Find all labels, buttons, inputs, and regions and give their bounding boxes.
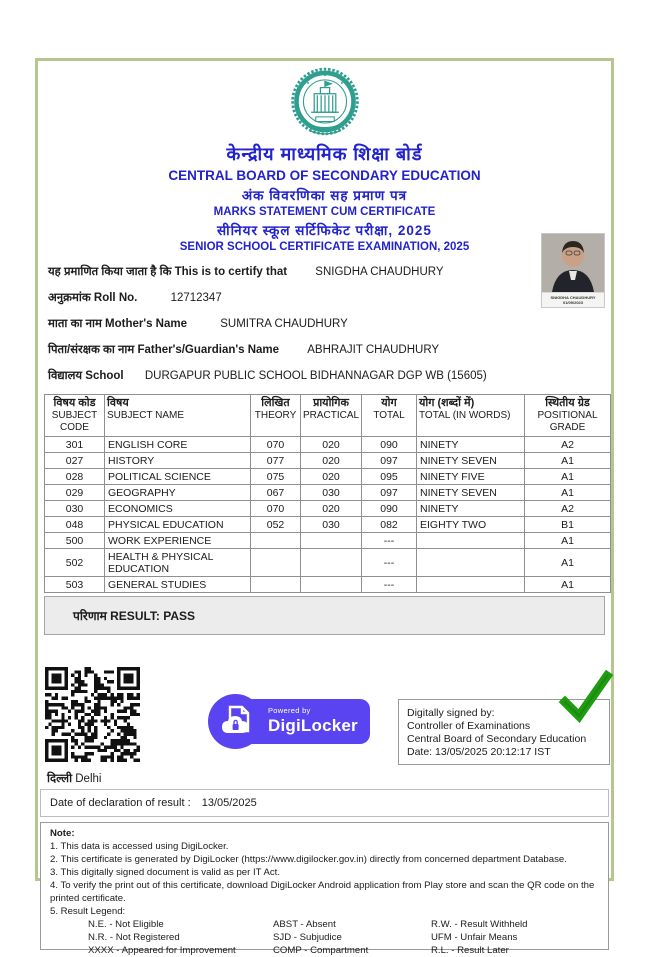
marks-cell: 020 (301, 501, 362, 517)
declaration-label: Date of declaration of result : (50, 797, 191, 809)
marks-cell (251, 533, 301, 549)
father-label-english: Father's/Guardian's Name (137, 344, 280, 356)
note-title: Note: (50, 828, 75, 839)
mother-label-hindi: माता का नाम (48, 318, 102, 330)
marks-table-row (45, 577, 611, 593)
legend-row (88, 931, 600, 944)
note-item: 1. This data is accessed using DigiLocker. (50, 841, 229, 852)
marks-table-row (45, 453, 611, 469)
result-label-english: RESULT: PASS (110, 609, 196, 623)
place-hindi: दिल्ली (47, 773, 73, 785)
certificate-footer (38, 635, 611, 956)
marks-cell: NINETY (417, 501, 525, 517)
marks-cell: 082 (362, 517, 417, 533)
digilocker-name: DigiLocker (268, 716, 358, 735)
marks-cell: 020 (301, 453, 362, 469)
marks-cell: 097 (362, 485, 417, 501)
marks-cell: 502 (45, 549, 105, 577)
marks-cell: GENERAL STUDIES (105, 577, 251, 593)
marks-cell: ENGLISH CORE (105, 437, 251, 453)
marks-cell: ECONOMICS (105, 501, 251, 517)
student-photo (541, 233, 605, 308)
marks-cell: 077 (251, 453, 301, 469)
marks-cell: 027 (45, 453, 105, 469)
marks-cell: A1 (525, 485, 611, 501)
marks-cell: 075 (251, 469, 301, 485)
marks-cell: 052 (251, 517, 301, 533)
marks-cell: 048 (45, 517, 105, 533)
marks-table (44, 394, 611, 593)
marks-cell: B1 (525, 517, 611, 533)
father-name: ABHRAJIT CHAUDHURY (307, 344, 440, 356)
mother-line (48, 316, 601, 331)
place-english: Delhi (75, 773, 102, 785)
roll-number: 12712347 (170, 292, 222, 304)
column-header: प्रायोगिक PRACTICAL (301, 395, 362, 437)
marks-cell (251, 577, 301, 593)
marks-cell: 097 (362, 453, 417, 469)
marks-cell: 301 (45, 437, 105, 453)
legend-entry: ABST - Absent (273, 919, 336, 930)
note-item: 4. To verify the print out of this certificate, download DigiLocker Android application from Play store and scan the QR code on the printed certificate. (50, 880, 595, 904)
signer-title: Controller of Examinations (407, 720, 531, 732)
legend-entry: N.E. - Not Eligible (88, 919, 164, 930)
mother-name: SUMITRA CHAUDHURY (220, 318, 348, 330)
school-label-hindi: विद्यालय (48, 370, 83, 382)
digilocker-powered-by: Powered by (268, 706, 311, 715)
marks-cell: A1 (525, 549, 611, 577)
marks-table-row (45, 517, 611, 533)
marks-table-row (45, 501, 611, 517)
student-name: SNIGDHA CHAUDHURY (315, 266, 444, 278)
legend-entry: SJD - Subjudice (273, 932, 342, 943)
marks-table-row (45, 549, 611, 577)
note-item: 3. This digitally signed document is valid as per IT Act. (50, 867, 281, 878)
marks-cell: A2 (525, 437, 611, 453)
place-line (47, 771, 101, 786)
marks-table-row (45, 485, 611, 501)
legend-entry: R.W. - Result Withheld (431, 919, 528, 930)
marks-cell: NINETY SEVEN (417, 485, 525, 501)
marks-cell: 095 (362, 469, 417, 485)
marks-cell: 067 (251, 485, 301, 501)
photo-caption-date: 01/09/2023 (562, 300, 584, 305)
marks-cell: A1 (525, 577, 611, 593)
father-line (48, 342, 601, 357)
marks-cell (301, 549, 362, 577)
qr-code-icon (45, 667, 140, 762)
declaration-date: 13/05/2025 (201, 797, 257, 809)
marks-cell: 028 (45, 469, 105, 485)
doc-title-hindi: अंक विवरणिका सह प्रमाण पत्र (241, 188, 408, 203)
certify-label-hindi: यह प्रमाणित किया जाता है कि (48, 266, 172, 278)
verified-check-icon (553, 668, 615, 730)
marks-cell (301, 577, 362, 593)
note-item: 2. This certificate is generated by DigiLocker (https://www.digilocker.gov.in) directly from concerned department Database. (50, 854, 567, 865)
marks-cell (417, 577, 525, 593)
legend-entry: N.R. - Not Registered (88, 932, 180, 943)
legend-entry: COMP - Compartment (273, 945, 369, 956)
marks-cell: NINETY FIVE (417, 469, 525, 485)
signed-by-label: Digitally signed by: (407, 707, 495, 719)
digilocker-badge (208, 694, 370, 749)
marks-cell (417, 533, 525, 549)
school-label-english: School (85, 370, 124, 382)
father-label-hindi: पिता/संरक्षक का नाम (48, 344, 135, 356)
marks-cell: 090 (362, 501, 417, 517)
marks-cell: --- (362, 533, 417, 549)
result-box (44, 596, 605, 635)
legend-row (88, 944, 600, 957)
column-header: योग (शब्दों में) TOTAL (IN WORDS) (417, 395, 525, 437)
marks-cell: 020 (301, 469, 362, 485)
marks-cell: 090 (362, 437, 417, 453)
marks-cell: --- (362, 577, 417, 593)
note-items (50, 840, 600, 918)
school-line (48, 368, 601, 383)
marks-cell: 503 (45, 577, 105, 593)
marks-table-row (45, 469, 611, 485)
digilocker-logo-icon (208, 694, 263, 749)
legend-entry: UFM - Unfair Means (431, 932, 518, 943)
photo-caption-name: SNIGDHA CHAUDHURY (550, 295, 596, 300)
note-box (40, 822, 609, 956)
result-legend (50, 918, 600, 957)
marks-cell: --- (362, 549, 417, 577)
certify-label-english: This is to certify that (174, 266, 288, 278)
marks-cell: 070 (251, 501, 301, 517)
roll-label-hindi: अनुक्रमांक (48, 292, 91, 304)
student-photo-image (542, 234, 604, 292)
legend-entry: XXXX - Appeared for Improvement (88, 945, 236, 956)
marks-cell: WORK EXPERIENCE (105, 533, 251, 549)
marks-cell: PHYSICAL EDUCATION (105, 517, 251, 533)
school-name: DURGAPUR PUBLIC SCHOOL BIDHANNAGAR DGP WB (15605) (144, 370, 487, 382)
declaration-date-box (40, 789, 609, 817)
exam-title-hindi: सीनियर स्कूल सर्टिफिकेट परीक्षा, 2025 (217, 223, 432, 238)
column-header: योग TOTAL (362, 395, 417, 437)
legend-entry: R.L. - Result Later (431, 945, 509, 956)
column-header: स्थितीय ग्रेड POSITIONAL GRADE (525, 395, 611, 437)
column-header: विषय कोड SUBJECT CODE (45, 395, 105, 437)
marks-table-row (45, 533, 611, 549)
marks-table-header (45, 395, 611, 437)
marks-cell (417, 549, 525, 577)
marks-table-row (45, 437, 611, 453)
marks-cell: A1 (525, 533, 611, 549)
marks-cell: 030 (301, 485, 362, 501)
marks-cell: GEOGRAPHY (105, 485, 251, 501)
exam-title-english: SENIOR SCHOOL CERTIFICATE EXAMINATION, 2025 (179, 241, 470, 253)
marks-cell: NINETY SEVEN (417, 453, 525, 469)
doc-title-english: MARKS STATEMENT CUM CERTIFICATE (213, 206, 436, 218)
column-header: विषय SUBJECT NAME (105, 395, 251, 437)
marks-cell: A2 (525, 501, 611, 517)
marks-cell: HEALTH & PHYSICAL EDUCATION (105, 549, 251, 577)
marks-cell: 020 (301, 437, 362, 453)
marks-cell: HISTORY (105, 453, 251, 469)
board-name-hindi: केन्द्रीय माध्यमिक शिक्षा बोर्ड (226, 144, 423, 164)
cbse-emblem-icon (286, 66, 364, 140)
board-name-english: CENTRAL BOARD OF SECONDARY EDUCATION (168, 168, 481, 183)
marks-cell: 500 (45, 533, 105, 549)
photo-caption (542, 292, 604, 307)
marks-cell (251, 549, 301, 577)
marks-cell: EIGHTY TWO (417, 517, 525, 533)
student-details (38, 253, 611, 383)
certificate-frame (35, 58, 614, 956)
marks-cell (301, 533, 362, 549)
marks-cell: 030 (301, 517, 362, 533)
column-header: लिखित THEORY (251, 395, 301, 437)
marks-cell: A1 (525, 469, 611, 485)
digital-signature-box (398, 699, 610, 765)
marks-cell: A1 (525, 453, 611, 469)
signer-org: Central Board of Secondary Education (407, 733, 587, 745)
marks-cell: 030 (45, 501, 105, 517)
marks-cell: POLITICAL SCIENCE (105, 469, 251, 485)
roll-label-english: Roll No. (93, 292, 138, 304)
marks-cell: NINETY (417, 437, 525, 453)
marks-cell: 029 (45, 485, 105, 501)
certificate-header (38, 61, 611, 253)
note-item: 5. Result Legend: (50, 906, 126, 917)
roll-line (48, 290, 601, 305)
signature-date: Date: 13/05/2025 20:12:17 IST (407, 746, 551, 758)
mother-label-english: Mother's Name (105, 318, 188, 330)
certify-line (48, 264, 601, 279)
marks-cell: 070 (251, 437, 301, 453)
result-label-hindi: परिणाम (73, 609, 107, 623)
